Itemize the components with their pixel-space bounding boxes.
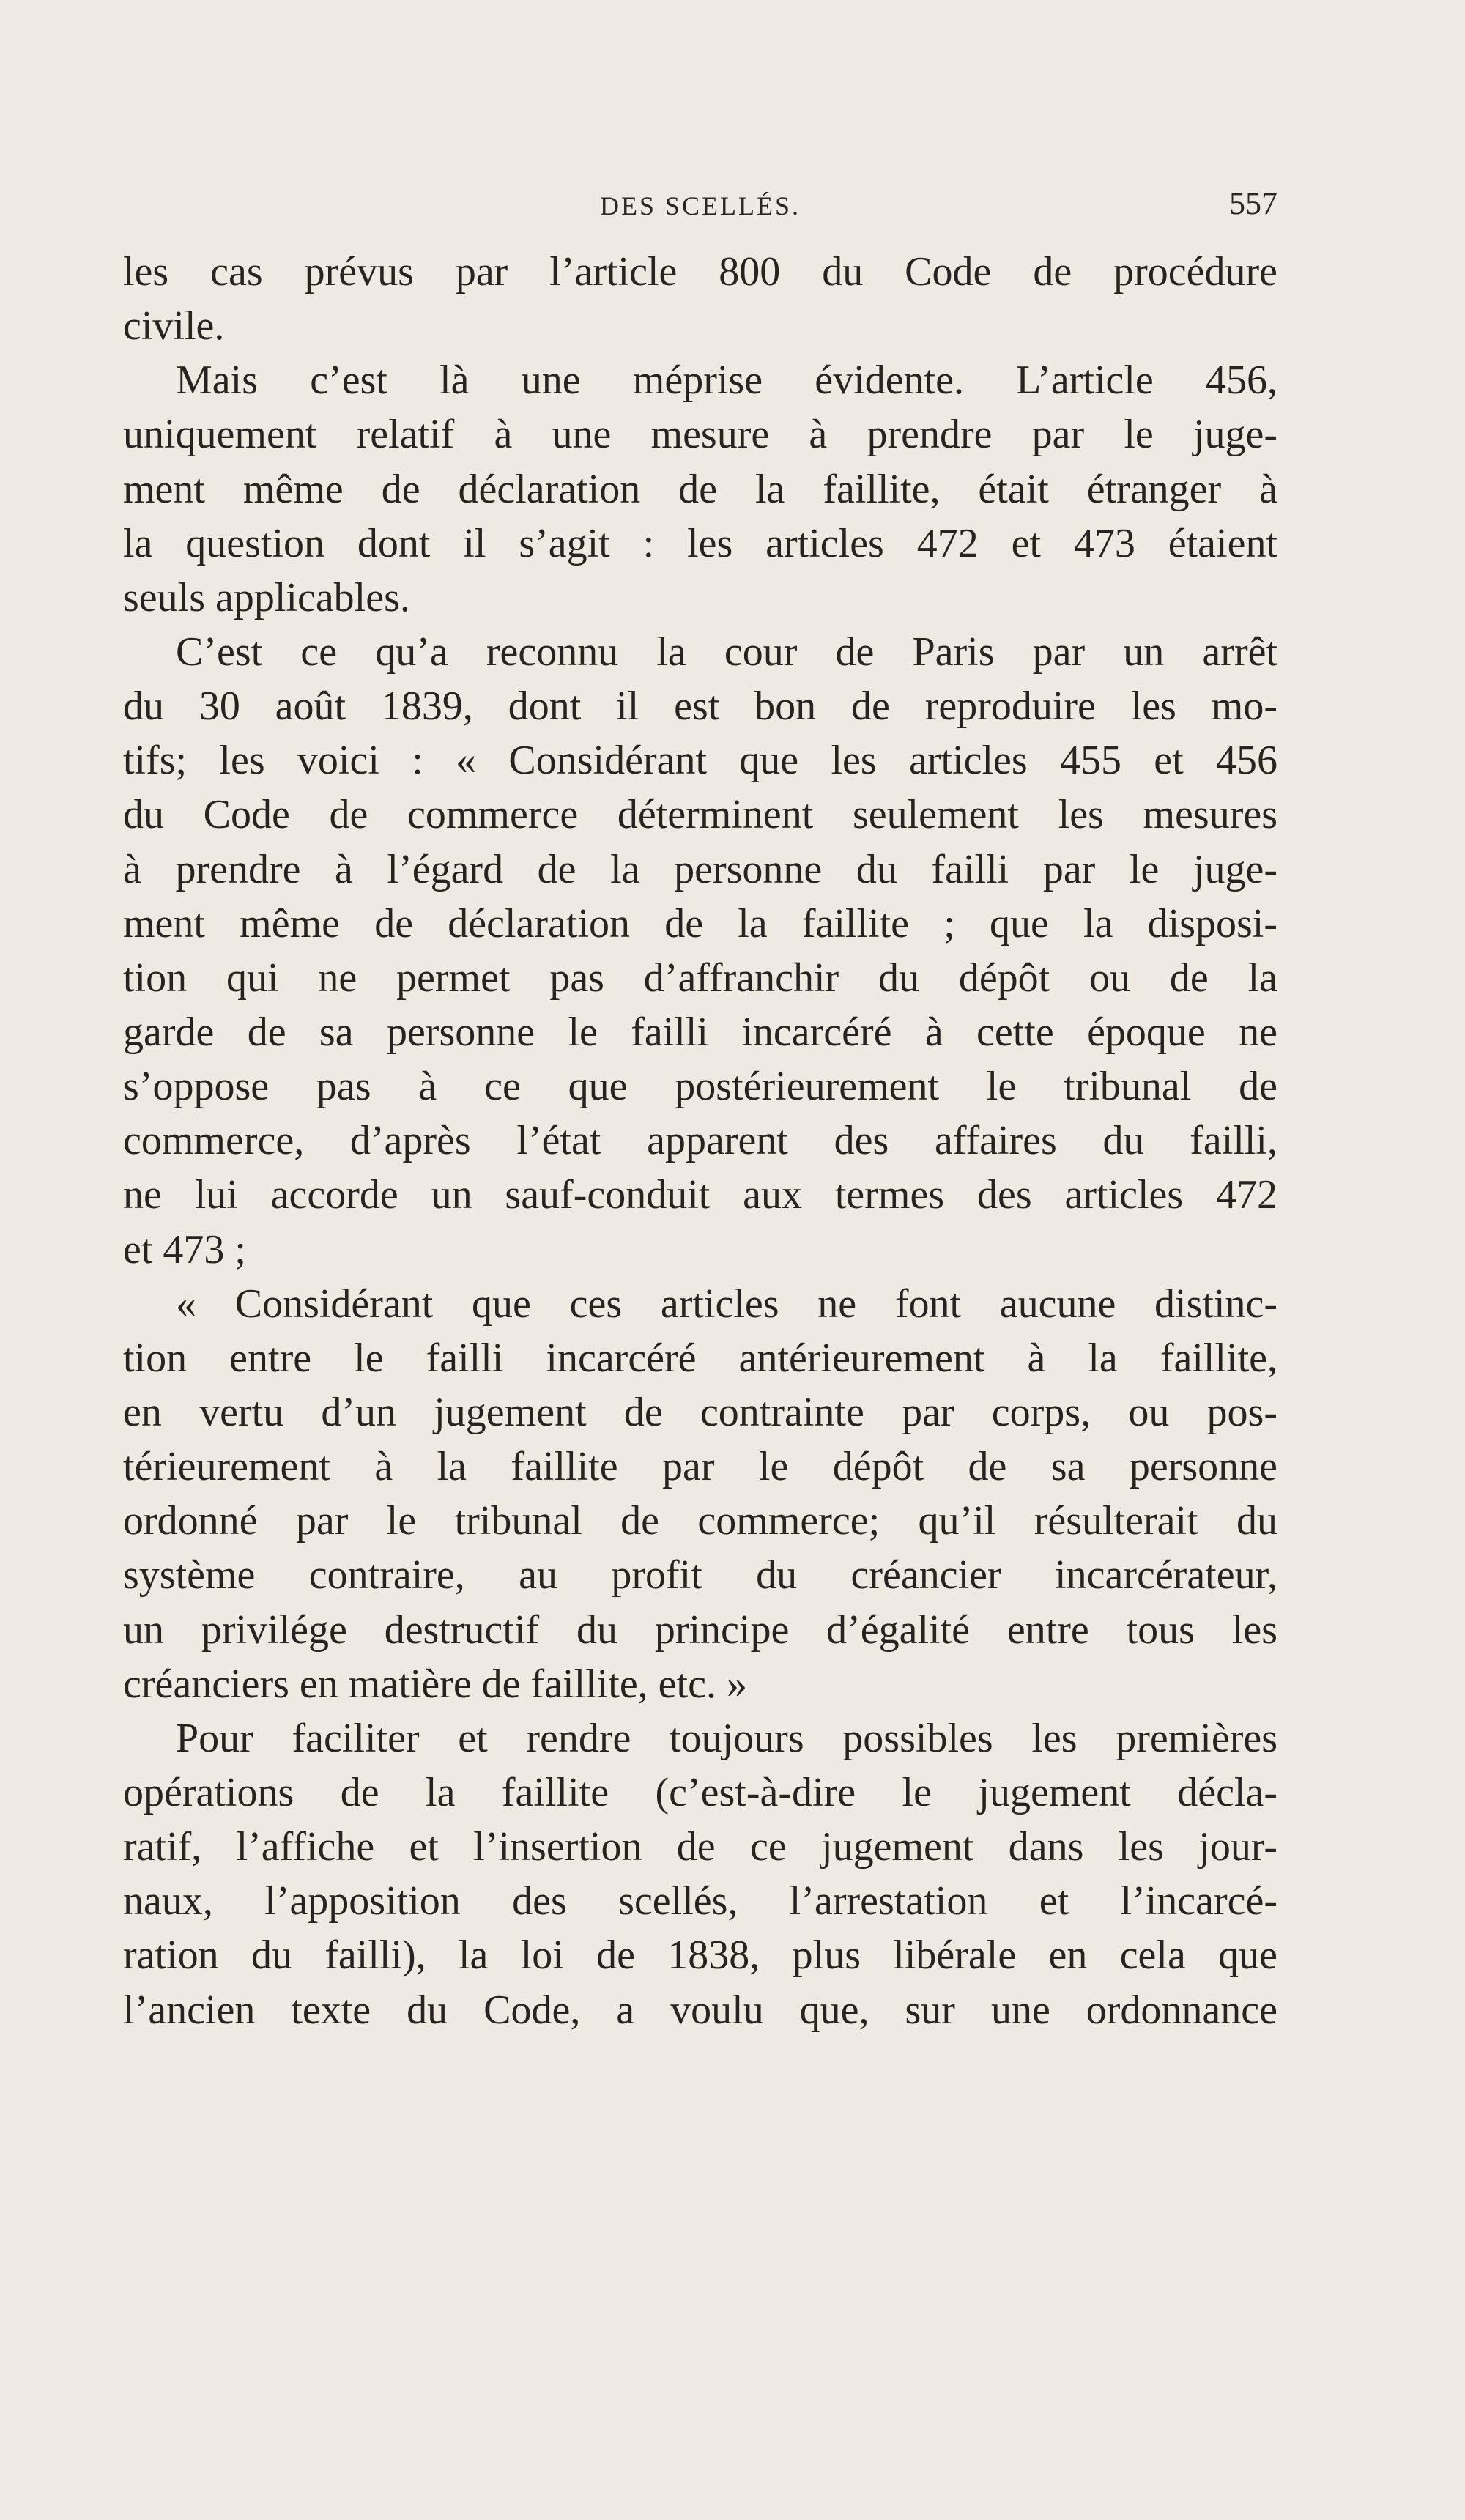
text-line: commerce, d’après l’état apparent des affaires du failli, xyxy=(123,1118,1277,1164)
text-line: et 473 ; xyxy=(123,1226,246,1272)
text-line: s’oppose pas à ce que postérieurement le tribunal de xyxy=(123,1064,1277,1110)
text-line: « Considérant que ces articles ne font aucune distinc- xyxy=(176,1281,1277,1327)
text-line: Pour faciliter et rendre toujours possibles les premières xyxy=(176,1715,1277,1761)
text-line: opérations de la faillite (c’est-à-dire le jugement décla- xyxy=(123,1769,1277,1815)
text-line: système contraire, au profit du créancier incarcérateur, xyxy=(123,1552,1277,1598)
text-line: du 30 août 1839, dont il est bon de reproduire les mo- xyxy=(123,683,1277,730)
text-line: naux, l’apposition des scellés, l’arrestation et l’incarcé- xyxy=(123,1878,1277,1924)
text-line: térieurement à la faillite par le dépôt de sa personne xyxy=(123,1444,1277,1490)
text-line: ment même de déclaration de la faillite ; que la disposi- xyxy=(123,900,1277,946)
text-line: un privilége destructif du principe d’égalité entre tous les xyxy=(123,1606,1277,1653)
text-line: du Code de commerce déterminent seulement les mesures xyxy=(123,792,1277,838)
text-line: ordonné par le tribunal de commerce; qu’il résulterait du xyxy=(123,1498,1277,1544)
text-line: à prendre à l’égard de la personne du failli par le juge- xyxy=(123,846,1277,892)
body-text xyxy=(123,245,1277,2037)
text-line: garde de sa personne le failli incarcéré à cette époque ne xyxy=(123,1009,1277,1055)
text-line: tion entre le failli incarcéré antérieurement à la faillite, xyxy=(123,1335,1277,1381)
text-line: l’ancien texte du Code, a voulu que, sur une ordonnance xyxy=(123,1987,1277,2033)
text-line: créanciers en matière de faillite, etc. » xyxy=(123,1661,747,1707)
text-line: en vertu d’un jugement de contrainte par corps, ou pos- xyxy=(123,1389,1277,1435)
text-line: ne lui accorde un sauf-conduit aux termes des articles 472 xyxy=(123,1172,1277,1218)
text-line: ratif, l’affiche et l’insertion de ce jugement dans les jour- xyxy=(123,1824,1277,1870)
page-header xyxy=(123,182,1277,226)
running-head: DES SCELLÉS. xyxy=(599,191,801,220)
text-line: la question dont il s’agit : les articles 472 et 473 étaient xyxy=(123,520,1277,566)
text-line: tifs; les voici : « Considérant que les articles 455 et 456 xyxy=(123,738,1277,784)
text-line: C’est ce qu’a reconnu la cour de Paris par un arrêt xyxy=(176,629,1277,675)
text-line: ment même de déclaration de la faillite, était étranger à xyxy=(123,466,1277,512)
text-line: les cas prévus par l’article 800 du Code de procédure xyxy=(123,249,1277,294)
text-line: Mais c’est là une méprise évidente. L’article 456, xyxy=(176,357,1277,404)
page-number: 557 xyxy=(1229,185,1277,221)
text-line: uniquement relatif à une mesure à prendre par le juge- xyxy=(123,412,1277,458)
text-line: seuls applicables. xyxy=(123,574,410,620)
text-line: tion qui ne permet pas d’affranchir du dépôt ou de la xyxy=(123,955,1277,1001)
text-line: civile. xyxy=(123,303,225,349)
text-line: ration du failli), la loi de 1838, plus libérale en cela que xyxy=(123,1932,1277,1979)
